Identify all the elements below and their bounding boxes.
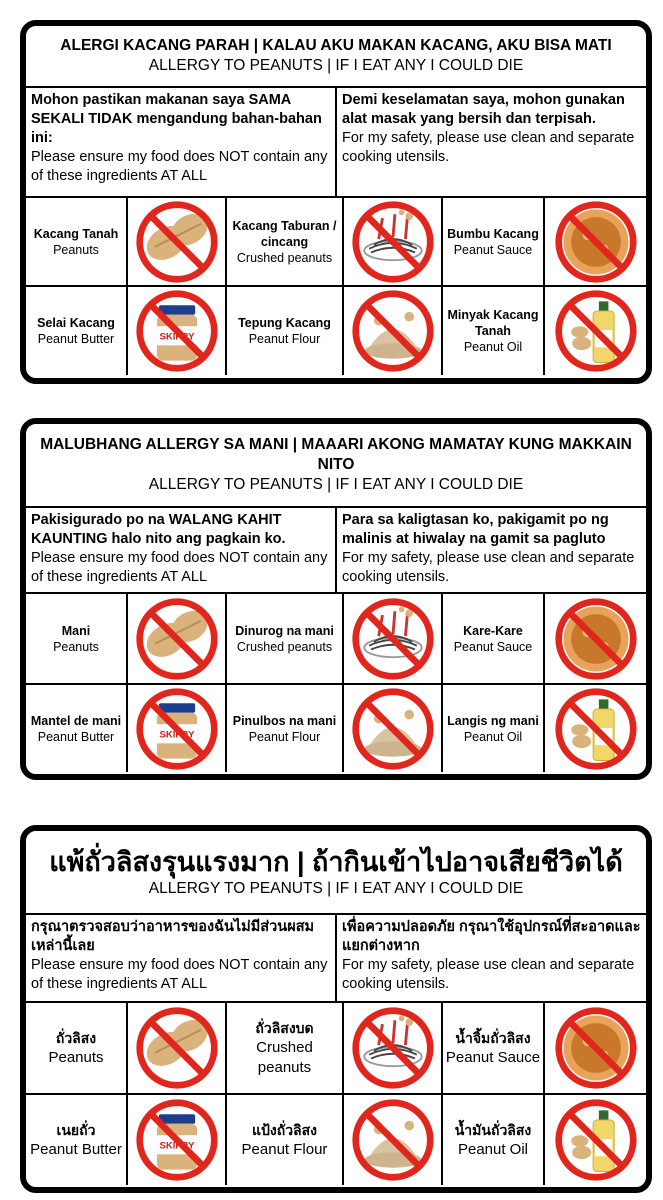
crushed-peanuts-noodles-icon	[350, 199, 436, 285]
utensils-instruction	[337, 508, 646, 592]
ingredient-label-peanut-oil	[443, 287, 545, 375]
instruction-local: Demi keselamatan saya, mohon gunakan alat masak yang bersih dan terpisah.	[342, 92, 625, 127]
label-english: Peanut Flour	[248, 332, 321, 346]
ingredient-picture	[128, 1095, 227, 1185]
instruction-local: Mohon pastikan makanan saya SAMA SEKALI TIDAK mengandung bahan-bahan ini:	[31, 92, 322, 146]
allergy-card-filipino	[20, 418, 652, 780]
label-english: Peanut Butter	[37, 332, 115, 346]
label-local: Kacang Tanah	[33, 226, 119, 241]
label-english: Peanuts	[53, 242, 99, 257]
label-english: Peanut Flour	[241, 1141, 328, 1158]
ingredient-picture	[344, 1003, 443, 1093]
label-english: Peanut Sauce	[445, 1049, 541, 1066]
allergy-card-indonesian	[20, 20, 652, 384]
peanut-butter-jar-icon	[134, 686, 220, 772]
label-english: Peanut Oil	[457, 1141, 529, 1158]
ingredient-row	[26, 594, 646, 683]
peanut-icon	[134, 596, 220, 682]
label-english: Peanuts	[53, 639, 99, 654]
ingredient-label-peanut-flour	[227, 1095, 344, 1185]
peanut-icon	[134, 199, 220, 285]
ingredient-picture	[545, 685, 646, 772]
utensils-instruction	[337, 88, 646, 196]
peanut-oil-bottle-icon	[553, 1097, 639, 1183]
card-header	[26, 831, 646, 915]
ingredient-label-peanuts	[26, 594, 128, 683]
ingredient-picture	[545, 1003, 646, 1093]
peanut-flour-icon	[350, 1097, 436, 1183]
instructions-row	[26, 915, 646, 1003]
label-english: Peanut Butter	[37, 729, 115, 744]
label-local: แป้งถั่วลิสง	[251, 1122, 318, 1138]
instruction-english: For my safety, please use clean and separate cooking utensils.	[342, 550, 635, 585]
svg-text:SKIPPY: SKIPPY	[158, 1140, 195, 1152]
peanut-sauce-icon	[553, 596, 639, 682]
instruction-local: เพื่อความปลอดภัย กรุณาใช้อุปกรณ์ที่สะอาดและแยกต่างหาก	[342, 919, 641, 954]
ingredient-label-crushed-peanuts	[227, 198, 344, 285]
label-english: Peanut Oil	[463, 340, 523, 354]
label-local: Bumbu Kacang	[447, 226, 539, 241]
peanut-butter-jar-icon	[134, 288, 220, 374]
card-header	[26, 424, 646, 508]
card-subtitle: ALLERGY TO PEANUTS | IF I EAT ANY I COULD DIE	[148, 880, 524, 897]
ingredient-row	[26, 198, 646, 285]
ingredient-label-peanut-flour	[227, 685, 344, 772]
label-local: Tepung Kacang	[238, 316, 331, 330]
ingredient-picture	[128, 287, 227, 375]
label-english: Crushed peanuts	[236, 639, 333, 654]
instruction-english: Please ensure my food does NOT contain any of these ingredients AT ALL	[31, 957, 328, 992]
ingredient-row	[26, 1093, 646, 1185]
label-local: Kacang Taburan / cincang	[232, 218, 337, 249]
label-english: Crushed peanuts	[236, 250, 333, 265]
label-local: เนยถั่ว	[56, 1122, 96, 1138]
instruction-local: Para sa kaligtasan ko, pakigamit po ng malinis at hiwalay na gamit sa pagluto	[342, 512, 609, 547]
ingredient-picture	[128, 1003, 227, 1093]
label-local: Selai Kacang	[37, 316, 115, 330]
ingredient-picture	[128, 198, 227, 285]
label-english: Peanut Sauce	[453, 242, 533, 257]
ingredients-instruction	[26, 915, 337, 1001]
ingredient-label-peanut-oil	[443, 685, 545, 772]
ingredient-label-peanut-butter	[26, 287, 128, 375]
ingredient-label-peanuts	[26, 1003, 128, 1093]
instruction-english: Please ensure my food does NOT contain any of these ingredients AT ALL	[31, 149, 328, 184]
label-english: Peanut Oil	[463, 729, 523, 744]
instruction-english: Please ensure my food does NOT contain any of these ingredients AT ALL	[31, 550, 328, 585]
ingredient-picture	[344, 198, 443, 285]
ingredient-label-peanut-butter	[26, 685, 128, 772]
crushed-peanuts-noodles-icon	[350, 1005, 436, 1091]
instructions-row	[26, 508, 646, 594]
allergy-card-thai	[20, 825, 652, 1193]
svg-text:SKIPPY: SKIPPY	[158, 729, 195, 741]
instruction-english: For my safety, please use clean and separate cooking utensils.	[342, 957, 635, 992]
label-english: Peanut Flour	[248, 729, 321, 744]
ingredient-row	[26, 285, 646, 375]
label-local: Mantel de mani	[30, 713, 122, 728]
ingredient-picture	[545, 594, 646, 683]
card-title: แพ้ถั่วลิสงรุนแรงมาก | ถ้ากินเข้าไปอาจเสียชีวิตได้	[49, 847, 623, 877]
ingredient-label-peanuts	[26, 198, 128, 285]
ingredients-instruction	[26, 508, 337, 592]
label-english: Crushed peanuts	[256, 1039, 313, 1076]
label-english: Peanut Sauce	[453, 639, 533, 654]
peanut-oil-bottle-icon	[553, 686, 639, 772]
label-local: Pinulbos na mani	[232, 713, 337, 728]
ingredients-instruction	[26, 88, 337, 196]
instructions-row	[26, 88, 646, 198]
card-title: ALERGI KACANG PARAH | KALAU AKU MAKAN KACANG, AKU BISA MATI	[60, 37, 612, 54]
label-local: Kare-Kare	[463, 623, 523, 638]
peanut-sauce-icon	[553, 199, 639, 285]
ingredient-label-crushed-peanuts	[227, 594, 344, 683]
instruction-local: กรุณาตรวจสอบว่าอาหารของฉันไม่มีส่วนผสมเหล่านี้เลย	[31, 919, 315, 954]
ingredient-row	[26, 683, 646, 772]
label-local: น้ำจิ้มถั่วลิสง	[455, 1030, 531, 1046]
ingredient-label-crushed-peanuts	[227, 1003, 344, 1093]
ingredient-picture	[344, 1095, 443, 1185]
ingredient-picture	[344, 685, 443, 772]
instruction-english: For my safety, please use clean and separate cooking utensils.	[342, 130, 635, 165]
label-english: Peanut Butter	[30, 1141, 122, 1158]
ingredient-label-peanut-flour	[227, 287, 344, 375]
ingredient-picture	[545, 198, 646, 285]
card-subtitle: ALLERGY TO PEANUTS | IF I EAT ANY I COULD DIE	[148, 476, 524, 493]
label-local: Langis ng mani	[447, 713, 539, 728]
utensils-instruction	[337, 915, 646, 1001]
ingredient-label-peanut-sauce	[443, 594, 545, 683]
label-local: น้ำมันถั่วลิสง	[454, 1122, 532, 1138]
ingredient-picture	[128, 685, 227, 772]
ingredient-label-peanut-sauce	[443, 198, 545, 285]
peanut-butter-jar-icon	[134, 1097, 220, 1183]
card-header	[26, 26, 646, 88]
peanut-sauce-icon	[553, 1005, 639, 1091]
ingredient-picture	[545, 287, 646, 375]
ingredient-picture	[344, 287, 443, 375]
label-local: ถั่วลิสงบด	[255, 1020, 314, 1036]
peanut-flour-icon	[350, 288, 436, 374]
label-local: Dinurog na mani	[235, 623, 334, 638]
ingredient-picture	[344, 594, 443, 683]
svg-text:SKIPPY: SKIPPY	[158, 331, 195, 343]
label-english: Peanuts	[48, 1049, 104, 1066]
ingredient-row	[26, 1003, 646, 1093]
ingredient-picture	[545, 1095, 646, 1185]
ingredient-label-peanut-oil	[443, 1095, 545, 1185]
ingredient-label-peanut-butter	[26, 1095, 128, 1185]
label-local: Minyak Kacang Tanah	[447, 308, 539, 338]
card-subtitle: ALLERGY TO PEANUTS | IF I EAT ANY I COULD DIE	[148, 57, 524, 74]
peanut-oil-bottle-icon	[553, 288, 639, 374]
ingredient-picture	[128, 594, 227, 683]
ingredient-label-peanut-sauce	[443, 1003, 545, 1093]
instruction-local: Pakisigurado po na WALANG KAHIT KAUNTING halo nito ang pagkain ko.	[31, 512, 286, 547]
crushed-peanuts-noodles-icon	[350, 596, 436, 682]
label-local: Mani	[61, 623, 91, 638]
card-title: MALUBHANG ALLERGY SA MANI | MAAARI AKONG MAMATAY KUNG MAKKAIN NITO	[40, 436, 632, 473]
label-local: ถั่วลิสง	[55, 1030, 97, 1046]
peanut-icon	[134, 1005, 220, 1091]
peanut-flour-icon	[350, 686, 436, 772]
